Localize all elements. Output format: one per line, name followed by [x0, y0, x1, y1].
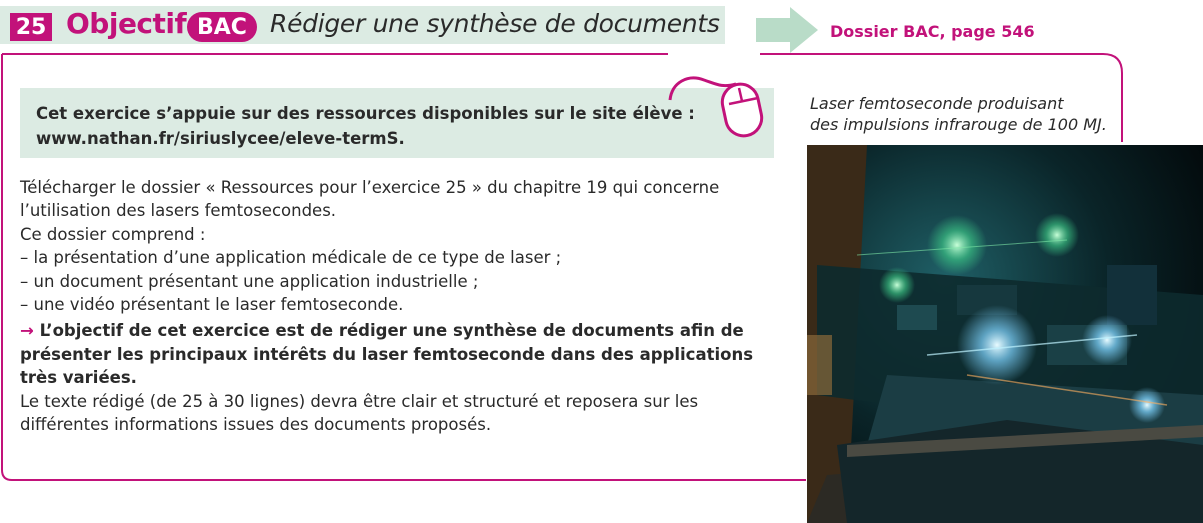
- list-item: – la présentation d’une application médicale de ce type de laser ;: [20, 248, 562, 268]
- laser-lab-illustration: [807, 145, 1203, 523]
- exercise-body: [20, 176, 790, 436]
- resource-line-1: Cet exercice s’appuie sur des ressources disponibles sur le site élève :: [36, 104, 695, 123]
- dossier-bac-link[interactable]: Dossier BAC, page 546: [830, 22, 1035, 41]
- objective-text: L’objectif de cet exercice est de rédiger une synthèse de documents afin de présenter les principaux intérêts du laser femtoseconde dans des applications très variées.: [20, 321, 754, 388]
- resource-url[interactable]: www.nathan.fr/siriuslycee/eleve-termS.: [36, 129, 405, 148]
- caption-line-2: des impulsions infrarouge de 100 MJ.: [810, 115, 1107, 134]
- bac-badge: BAC: [187, 12, 257, 42]
- computer-mouse-icon: [666, 60, 778, 140]
- resource-text: [36, 101, 736, 151]
- dossier-contents-label: Ce dossier comprend :: [20, 224, 206, 244]
- objective-paragraph: [20, 319, 790, 389]
- closing-paragraph: Le texte rédigé (de 25 à 30 lignes) devra être clair et structuré et reposera sur les différentes informations issues des documents proposés.: [20, 391, 699, 435]
- exercise-title: Rédiger une synthèse de documents: [270, 9, 720, 38]
- exercise-number: 25: [10, 13, 52, 41]
- objective-arrow-icon: →: [20, 321, 34, 341]
- list-item: – une vidéo présentant le laser femtoseconde.: [20, 295, 404, 315]
- right-arrow-icon: [754, 5, 820, 55]
- intro-paragraph: Télécharger le dossier « Ressources pour l’exercice 25 » du chapitre 19 qui concerne l’utilisation des lasers femtosecondes.: [20, 178, 720, 221]
- laser-lab-photo: [807, 145, 1203, 523]
- list-item: – un document présentant une application industrielle ;: [20, 271, 479, 291]
- caption-line-1: Laser femtoseconde produisant: [810, 94, 1064, 113]
- photo-caption: [810, 93, 1200, 135]
- objectif-label: Objectif: [66, 7, 187, 40]
